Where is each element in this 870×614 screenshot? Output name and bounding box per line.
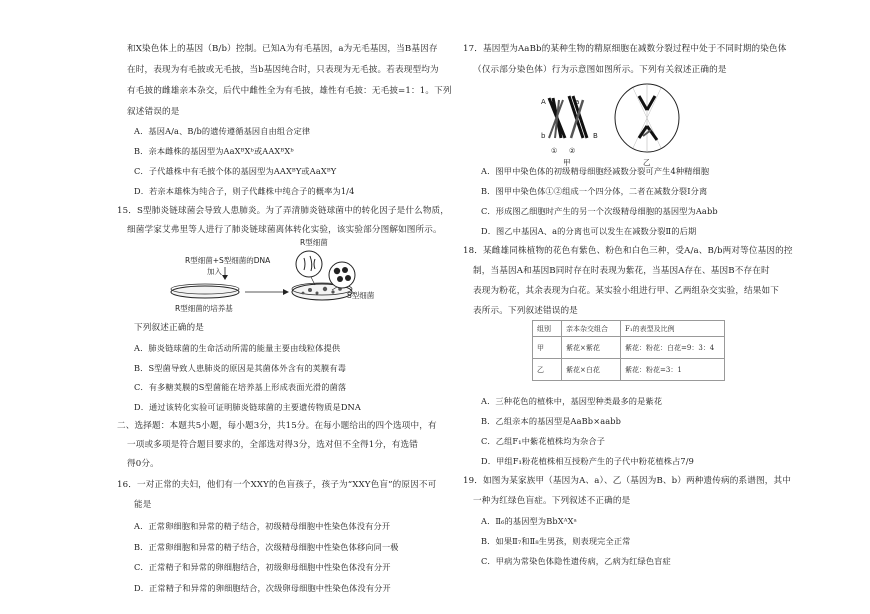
q14-option-c: C．子代雄株中有毛披个体的基因型为AAXᴮY或AaXᴮY (134, 166, 337, 176)
q15-option-b: B．S型菌导致人患肺炎的原因是其菌体外含有的荚膜有毒 (134, 363, 347, 373)
q18-stem-line: 制，当基因A和基因B同时存在时表现为紫花，当基因A存在、基因B不存在时 (473, 266, 770, 276)
transfer-arrow-head (283, 289, 289, 295)
q17-stem-line: 17．基因型为AaBb的某种生物的精原细胞在减数分裂过程中处于不同时期的染色体 (463, 44, 787, 54)
q14-option-a: A．基因A/a、B/b的遗传遵循基因自由组合定律 (134, 126, 311, 136)
figure-label-s: S型细菌 (347, 291, 375, 300)
r-cell-zoom (296, 251, 322, 277)
q18-option-c: C．乙组F₁中紫花植株均为杂合子 (481, 436, 606, 446)
add-arrow-head (222, 275, 228, 280)
q15-option-d: D．通过该转化实验可证明肺炎链球菌的主要遗传物质是DNA (134, 402, 361, 412)
q15-stem-line: 15．S型肺炎链球菌会导致人患肺炎。为了弄清肺炎链球菌中的转化因子是什么物质， (117, 206, 450, 216)
table-cell: 紫花×白花 (562, 359, 621, 381)
table-cell: 甲 (533, 337, 562, 359)
figure-label-yi: 乙 (643, 158, 651, 167)
figure-label-add: 加入 (207, 267, 222, 276)
q18-stem-line: 表现为粉花，其余表现为白花。某实验小组进行甲、乙两组杂交实验，结果如下 (473, 286, 780, 296)
table-cell: 乙 (533, 359, 562, 381)
table-row (533, 359, 725, 381)
q15-option-a: A．肺炎链球菌的生命活动所需的能量主要由线粒体提供 (134, 343, 341, 353)
table-header: 亲本杂交组合 (562, 321, 621, 337)
q16-stem-line: 能是 (134, 500, 152, 510)
table-header: F₁的表型及比例 (621, 321, 725, 337)
q19-stem-line: 19．如图为某家族甲（基因为A、a）、乙（基因为B、b）两种遗传病的系谱图，其中 (463, 476, 791, 486)
q14-option-b: B．亲本雌株的基因型为AaXᴮXᵇ或AAXᴮXᵇ (134, 146, 294, 156)
q19-option-a: A．Ⅱ₆的基因型为BbXᴬXᵃ (481, 516, 577, 526)
table-header: 组别 (533, 321, 562, 337)
q14-stem-line: 和X染色体上的基因（B/b）控制。已知A为有毛基因，a为无毛基因，当B基因存 (127, 44, 438, 54)
table-row (533, 337, 725, 359)
figure-label-r: R型细菌 (300, 238, 328, 247)
section2-line: 得0分。 (127, 459, 159, 469)
table-cell: 紫花：粉花：白花=9：3：4 (621, 337, 725, 359)
s-cell-zoom (329, 262, 355, 288)
chromosome-mark-1: ① (551, 147, 558, 155)
q17-option-a: A．图甲中染色体的初级精母细胞经减数分裂可产生4种精细胞 (481, 166, 710, 176)
q19-option-b: B．如果Ⅱ₇和Ⅱ₈生男孩，则表现完全正常 (481, 536, 631, 546)
q18-stem-line: 表所示。下列叙述错误的是 (473, 306, 578, 316)
q16-option-b: B．正常卵细胞和异常的精子结合，次级精母细胞中性染色体移向同一极 (134, 542, 399, 552)
gene-label-b: b (541, 132, 546, 140)
chromosome-mark-2: ② (569, 147, 576, 155)
q19-option-c: C．甲病为常染色体隐性遗传病，乙病为红绿色盲症 (481, 556, 671, 566)
q14-stem-line: 在时，表现为有毛披或无毛披，当b基因纯合时，只表现为无毛披。若表现型均为 (127, 65, 439, 75)
q18-option-a: A．三种花色的植株中，基因型种类最多的是紫花 (481, 396, 663, 406)
section2-line: 二、选择题：本题共5小题，每小题3分，共15分。在每小题给出的四个选项中，有 (117, 421, 437, 431)
section2-line: 一项或多项是符合题目要求的，全部选对得3分，选对但不全得1分，有选错 (127, 440, 419, 450)
gene-label-B: B (593, 132, 598, 140)
table-cell: 紫花：粉花=3：1 (621, 359, 725, 381)
q19-stem-line: 一种为红绿色盲症。下列叙述不正确的是 (473, 496, 631, 506)
q17-option-d: D．图乙中基因A、a的分离也可以发生在减数分裂Ⅱ的后期 (481, 226, 697, 236)
q14-option-d: D．若亲本雄株为纯合子，则子代雌株中纯合子的概率为1/4 (134, 186, 355, 196)
q17-option-c: C．形成图乙细胞时产生的另一个次级精母细胞的基因型为Aabb (481, 206, 718, 216)
q16-option-d: D．正常精子和异常的卵细胞结合，次级卵母细胞中性染色体没有分开 (134, 583, 391, 593)
petri-dish-left (171, 286, 239, 298)
q14-stem-line: 叙述错误的是 (127, 107, 180, 117)
q16-option-c: C．正常精子和异常的卵细胞结合，初级卵母细胞中性染色体没有分开 (134, 562, 391, 572)
q16-stem-line: 16．一对正常的夫妇，他们有一个XXY的色盲孩子，孩子为“XXY色盲”的原因不可 (117, 480, 437, 490)
table-cell: 紫花×紫花 (562, 337, 621, 359)
gene-label-A: A (541, 98, 546, 106)
q18-option-b: B．乙组亲本的基因型是AaBb×aabb (481, 416, 622, 426)
q16-option-a: A．正常卵细胞和异常的精子结合，初级精母细胞中性染色体没有分开 (134, 521, 391, 531)
right-column (435, 0, 870, 614)
q17-stem-line: （仅示部分染色体）行为示意图如图所示。下列有关叙述正确的是 (473, 65, 727, 75)
figure-label-mix: R型细菌+S型细菌的DNA (185, 256, 271, 265)
table-header-row (533, 321, 725, 337)
q15-stem-line: 细菌学家艾弗里等人进行了肺炎链球菌离体转化实验，该实验部分图解如图所示。 (127, 225, 442, 235)
q15-option-c: C．有多糖荚膜的S型菌能在培养基上形成表面光滑的菌落 (134, 382, 347, 392)
q18-stem-line: 18．某雌雄同株植物的花色有紫色、粉色和白色三种，受A/a、B/b两对等位基因的控 (463, 246, 793, 256)
figure-label-medium: R型细菌的培养基 (175, 304, 233, 313)
q14-stem-line: 有毛披的雌雄亲本杂交，后代中雌性全为有毛披，雄性有毛披：无毛披=1：1。下列 (127, 86, 452, 96)
q15-prompt: 下列叙述正确的是 (134, 323, 204, 333)
q18-table (532, 320, 725, 381)
q17-option-b: B．图甲中染色体①②组成一个四分体，二者在减数分裂Ⅰ分离 (481, 186, 708, 196)
gene-label-a: a (575, 98, 580, 106)
q15-figure (165, 234, 380, 319)
q17-figure (535, 78, 685, 170)
figure-label-jia: 甲 (563, 158, 571, 167)
q18-option-d: D．甲组F₁粉花植株相互授粉产生的子代中粉花植株占7/9 (481, 456, 695, 466)
